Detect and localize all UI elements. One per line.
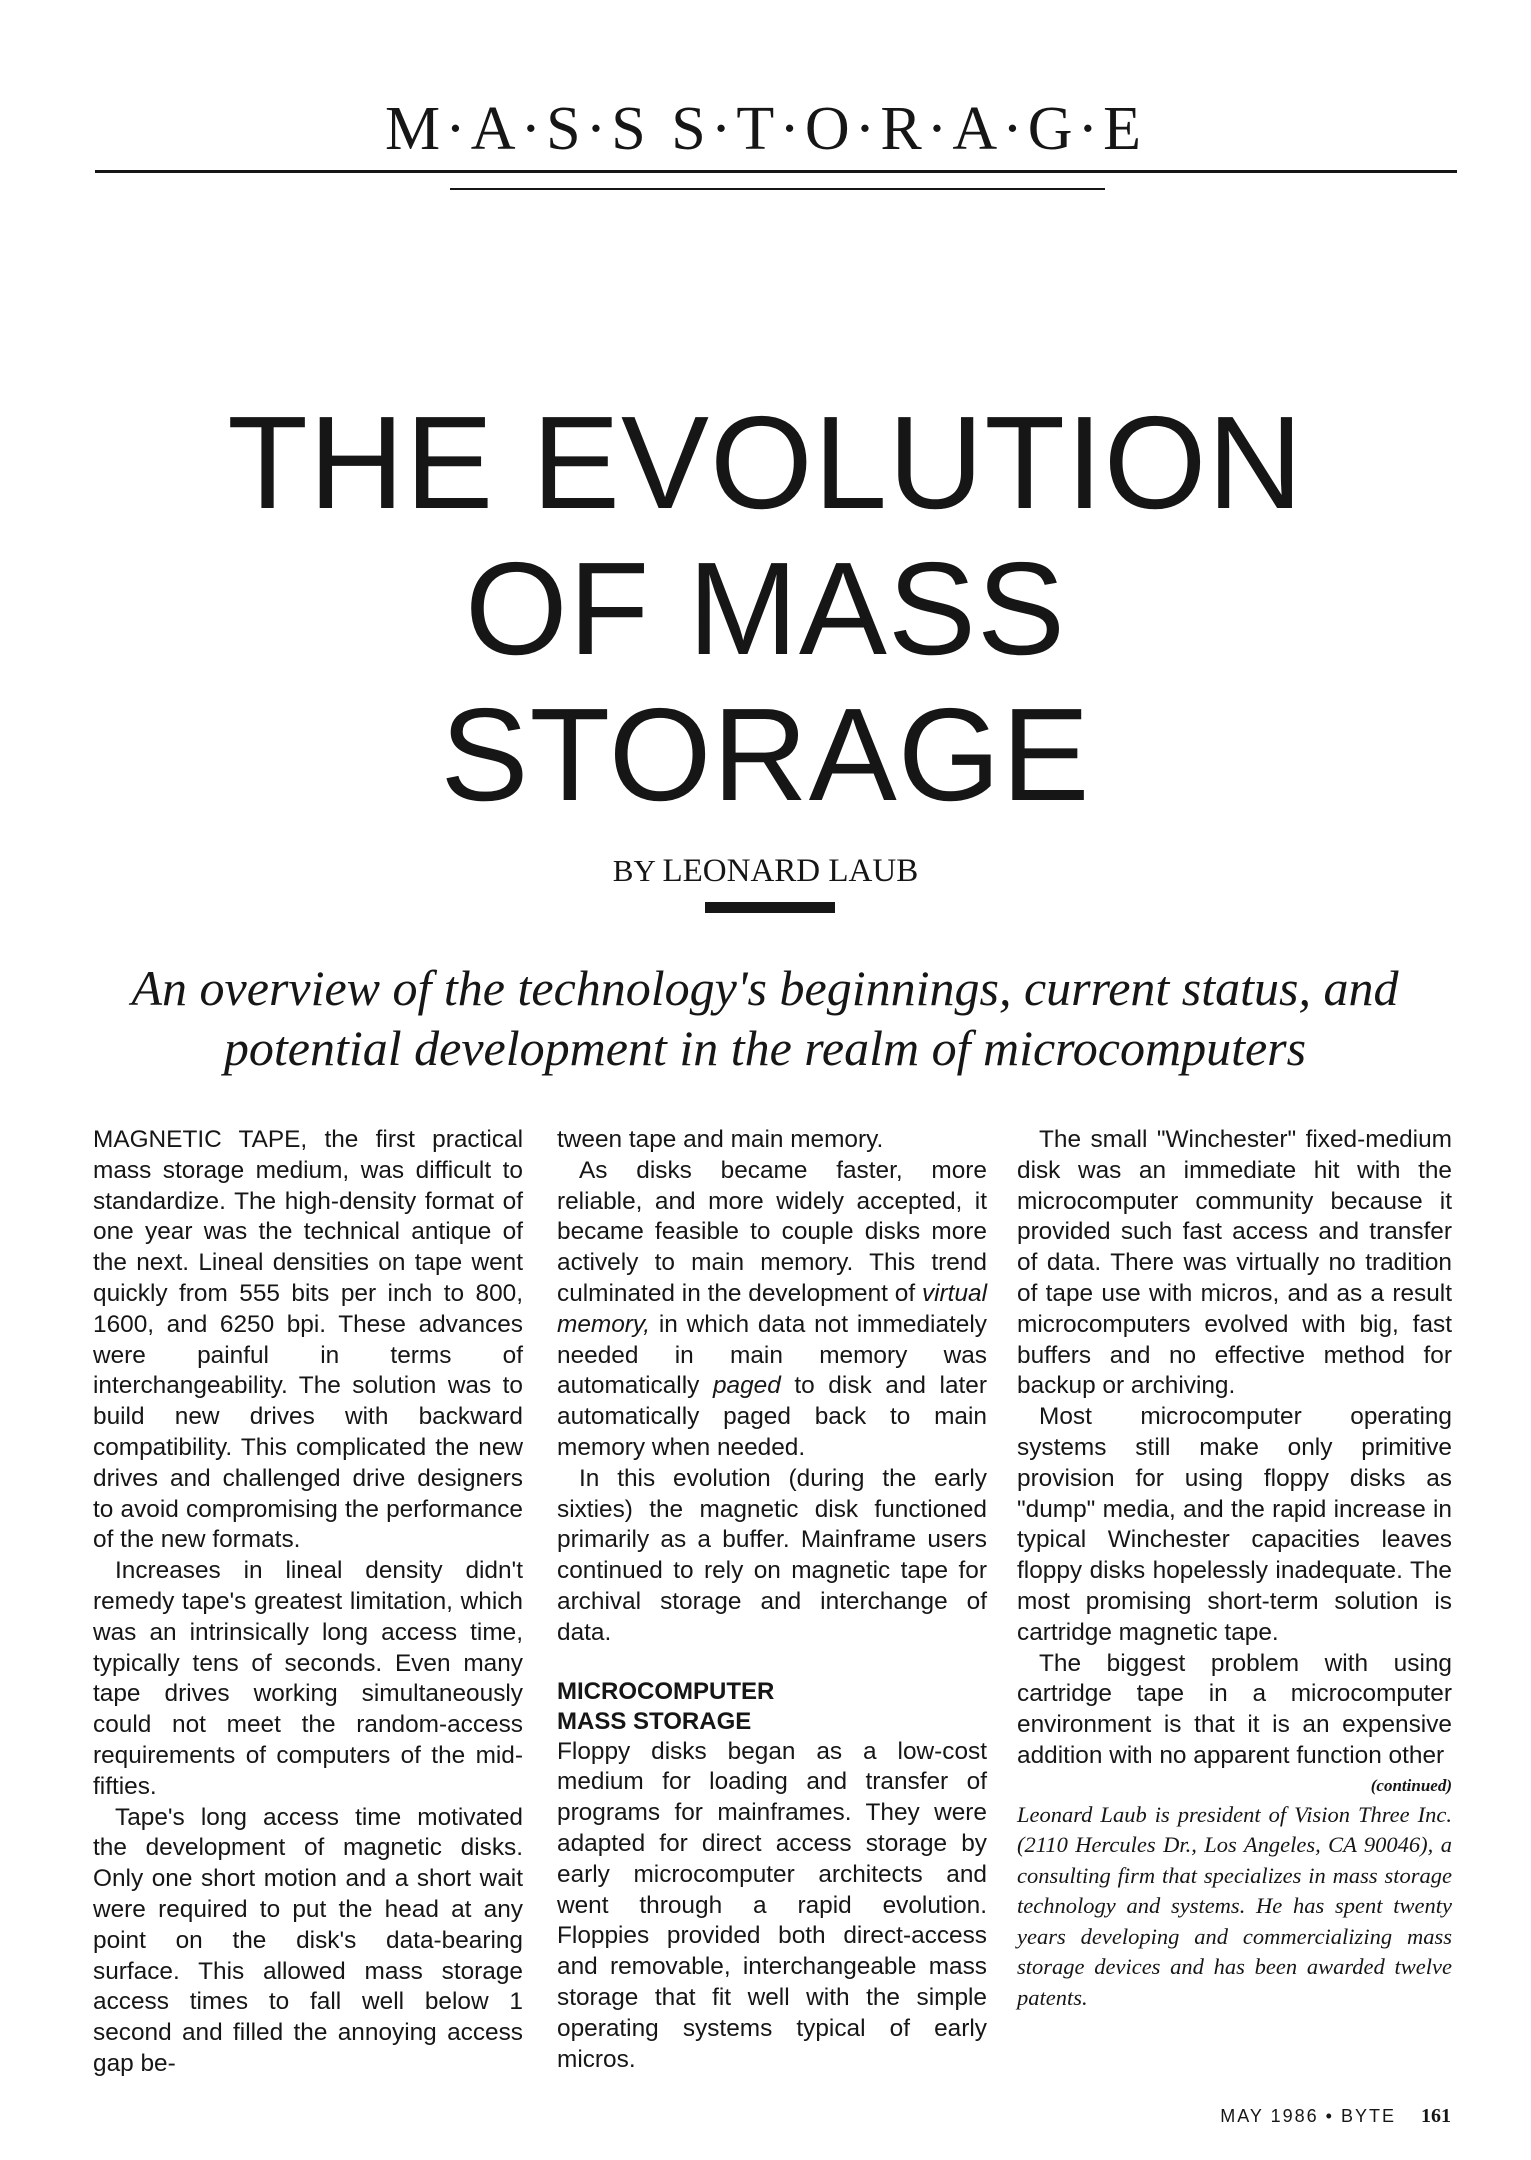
footer-issue: MAY 1986 • BYTE — [1220, 2106, 1396, 2126]
paragraph: The biggest problem with using cartridge tape in a microcomputer environment is that it is an expensive addition with no apparent function other — [1017, 1649, 1452, 1769]
paragraph-text: in which data not immediately needed in main memory was automatically — [557, 1310, 987, 1400]
body-column-2 — [557, 1125, 987, 2075]
paragraph: MAGNETIC TAPE, the first practical mass storage medium, was difficult to standardize. The high-density format of one year was the technical antique of the next. Lineal densities on tape went quickly from 555 bits per inch to 800, 1600, and 6250 bpi. These advances were painful in terms of interchangeability. The solution was to build new drives with backward compatibility. This complicated the new drives and challenged drive designers to avoid compromising the performance of the new formats. — [93, 1126, 523, 1554]
subheading-line-1: MICROCOMPUTER — [557, 1677, 775, 1705]
subheading-line-2: MASS STORAGE — [557, 1707, 752, 1735]
paragraph-text: to disk and later automatically paged back to main memory when needed. — [557, 1372, 987, 1461]
paragraph-text: As disks became faster, more reliable, and more widely accepted, it became feasible to couple disks more actively to main memory. This trend culminated in the development of — [557, 1156, 987, 1307]
byline-bar — [705, 902, 835, 913]
byline-author: LEONARD LAUB — [662, 853, 919, 889]
section-header: M·A·S·S S·T·O·R·A·G·E — [384, 95, 1147, 163]
paragraph: The small "Winchester" fixed-medium disk was an immediate hit with the microcomputer community because it provided such fast access and transfer of data. There was virtually no tradition of tape use with micros, and as a result microcomputers evolved with big, fast buffers and no effective method for backup or archiving. — [1017, 1126, 1452, 1400]
author-bio: Leonard Laub is president of Vision Three Inc. (2110 Hercules Dr., Los Angeles, CA 90046), a consulting firm that specializes in mass storage technology and systems. He has spent twenty years developing and commercializing mass storage devices and has been awarded twelve patents. — [1017, 1801, 1452, 2010]
page-footer — [1220, 2105, 1451, 2128]
paragraph: Most microcomputer operating systems still make only primitive provision for using floppy disks as "dump" media, and the rapid increase in typical Winchester capacities leaves floppy disks hopelessly inadequate. The most promising short-term solution is cartridge magnetic tape. — [1017, 1403, 1452, 1646]
body-column-1 — [93, 1125, 523, 2080]
byline-by: BY — [612, 853, 655, 888]
paragraph: Floppy disks began as a low-cost medium for loading and transfer of programs for mainframes. They were adapted for direct access storage by early microcomputer architects and went through a rapid evolution. Floppies provided both direct-access and removable, interchangeable mass storage that fit well with the simple operating systems typical of early micros. — [557, 1737, 987, 2073]
deck-line-2: potential development in the realm of microcomputers — [223, 1020, 1307, 1076]
paragraph: Tape's long access time motivated the development of magnetic disks. Only one short motion and a short wait were required to put the head at any point on the disk's data-bearing surface. This allowed mass storage access times to fall well below 1 second and filled the annoying access gap be- — [93, 1803, 523, 2077]
byline — [0, 855, 1531, 888]
deck-line-1: An overview of the technology's beginnings, current status, and — [131, 960, 1399, 1016]
paragraph: In this evolution (during the early sixties) the magnetic disk functioned primarily as a buffer. Mainframe users continued to rely on magnetic tape for archival storage and interchange of data. — [557, 1464, 987, 1646]
article-deck — [120, 958, 1410, 1078]
title-line-1: THE EVOLUTION — [227, 389, 1304, 536]
title-line-3: STORAGE — [440, 681, 1091, 828]
title-line-2: OF MASS — [464, 535, 1067, 682]
emphasis-virtual-memory: virtual memory, — [557, 1279, 987, 1338]
header-rule-thick — [95, 170, 1457, 173]
continued-note: (continued) — [1370, 1775, 1452, 1795]
paragraph: tween tape and main memory. — [557, 1126, 884, 1153]
emphasis-paged: paged — [712, 1372, 781, 1400]
paragraph: Increases in lineal density didn't remedy tape's greatest limitation, which was an intrinsically long access time, typically tens of seconds. Even many tape drives working simultaneously could not meet the random-access requirements of computers of the mid-fifties. — [93, 1557, 523, 1800]
page-number: 161 — [1421, 2105, 1451, 2127]
body-column-3 — [1017, 1125, 1452, 2013]
header-rule-thin — [450, 188, 1105, 190]
subheading — [557, 1677, 987, 1737]
paragraph — [557, 1156, 987, 1464]
article-title — [0, 390, 1531, 828]
